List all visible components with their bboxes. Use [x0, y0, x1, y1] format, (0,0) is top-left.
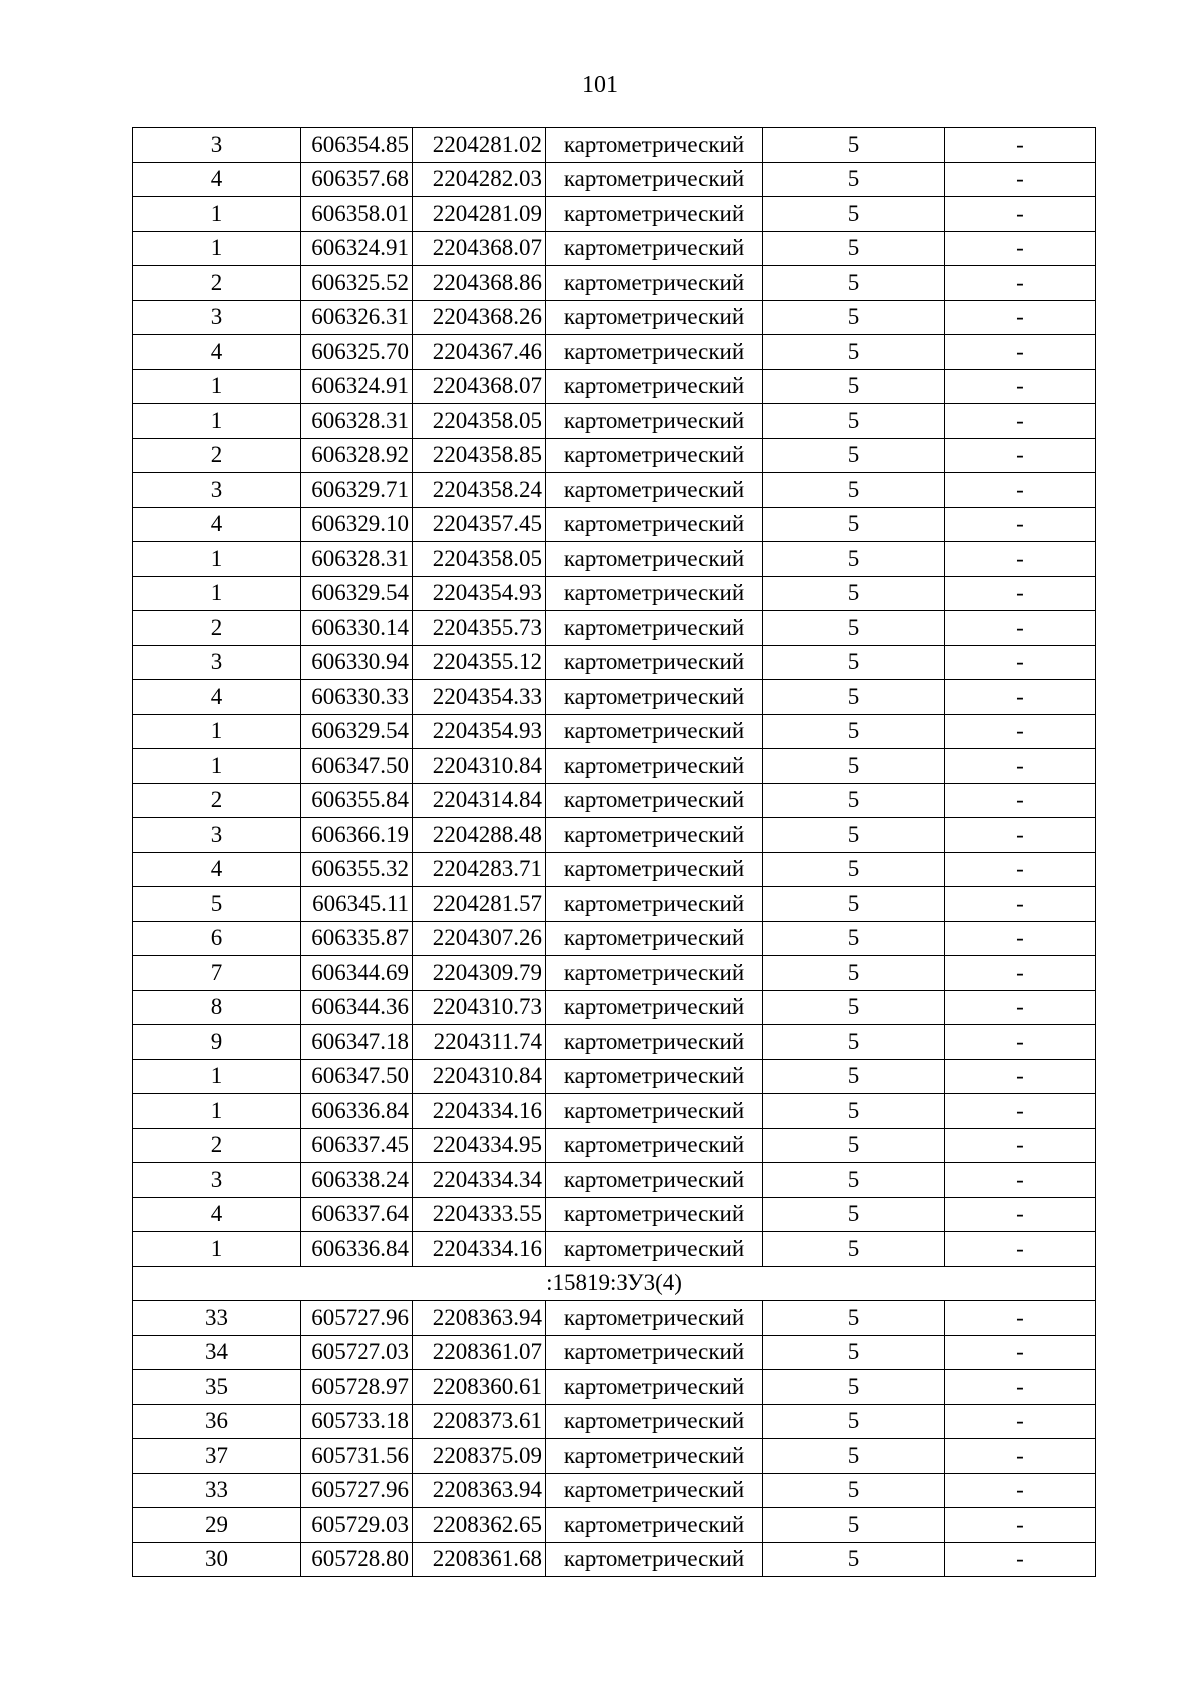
note-cell: - [945, 404, 1096, 439]
x-coordinate-cell: 606330.94 [301, 645, 413, 680]
y-coordinate-cell: 2204368.07 [413, 369, 546, 404]
x-coordinate-cell: 605728.97 [301, 1370, 413, 1405]
y-coordinate-cell: 2204354.33 [413, 680, 546, 715]
note-cell: - [945, 852, 1096, 887]
point-number-cell: 3 [133, 473, 301, 508]
x-coordinate-cell: 606329.54 [301, 714, 413, 749]
x-coordinate-cell: 606329.54 [301, 576, 413, 611]
note-cell: - [945, 1473, 1096, 1508]
note-cell: - [945, 1404, 1096, 1439]
point-number-cell: 1 [133, 197, 301, 232]
table-row [133, 507, 1096, 542]
point-number-cell: 1 [133, 714, 301, 749]
method-cell: картометрический [546, 852, 763, 887]
x-coordinate-cell: 606338.24 [301, 1163, 413, 1198]
accuracy-cell: 5 [763, 645, 945, 680]
method-cell: картометрический [546, 1059, 763, 1094]
accuracy-cell: 5 [763, 887, 945, 922]
accuracy-cell: 5 [763, 1059, 945, 1094]
x-coordinate-cell: 605727.03 [301, 1335, 413, 1370]
point-number-cell: 2 [133, 783, 301, 818]
point-number-cell: 33 [133, 1301, 301, 1336]
accuracy-cell: 5 [763, 404, 945, 439]
x-coordinate-cell: 605729.03 [301, 1508, 413, 1543]
x-coordinate-cell: 606354.85 [301, 128, 413, 163]
x-coordinate-cell: 606328.31 [301, 542, 413, 577]
note-cell: - [945, 1508, 1096, 1543]
note-cell: - [945, 1301, 1096, 1336]
accuracy-cell: 5 [763, 783, 945, 818]
x-coordinate-cell: 606325.70 [301, 335, 413, 370]
method-cell: картометрический [546, 1370, 763, 1405]
point-number-cell: 2 [133, 611, 301, 646]
y-coordinate-cell: 2204334.16 [413, 1094, 546, 1129]
method-cell: картометрический [546, 576, 763, 611]
method-cell: картометрический [546, 507, 763, 542]
method-cell: картометрический [546, 749, 763, 784]
y-coordinate-cell: 2208363.94 [413, 1301, 546, 1336]
point-number-cell: 9 [133, 1025, 301, 1060]
method-cell: картометрический [546, 1404, 763, 1439]
y-coordinate-cell: 2208361.68 [413, 1542, 546, 1577]
accuracy-cell: 5 [763, 162, 945, 197]
method-cell: картометрический [546, 1335, 763, 1370]
y-coordinate-cell: 2204355.12 [413, 645, 546, 680]
x-coordinate-cell: 605727.96 [301, 1301, 413, 1336]
y-coordinate-cell: 2204355.73 [413, 611, 546, 646]
point-number-cell: 5 [133, 887, 301, 922]
method-cell: картометрический [546, 1542, 763, 1577]
table-row [133, 1404, 1096, 1439]
point-number-cell: 33 [133, 1473, 301, 1508]
method-cell: картометрический [546, 197, 763, 232]
point-number-cell: 29 [133, 1508, 301, 1543]
x-coordinate-cell: 606345.11 [301, 887, 413, 922]
y-coordinate-cell: 2204288.48 [413, 818, 546, 853]
note-cell: - [945, 990, 1096, 1025]
method-cell: картометрический [546, 818, 763, 853]
table-row [133, 1197, 1096, 1232]
accuracy-cell: 5 [763, 680, 945, 715]
point-number-cell: 1 [133, 369, 301, 404]
x-coordinate-cell: 606357.68 [301, 162, 413, 197]
table-row [133, 576, 1096, 611]
x-coordinate-cell: 606329.10 [301, 507, 413, 542]
table-row [133, 956, 1096, 991]
table-row [133, 783, 1096, 818]
method-cell: картометрический [546, 611, 763, 646]
table-row [133, 680, 1096, 715]
table-row [133, 921, 1096, 956]
y-coordinate-cell: 2204283.71 [413, 852, 546, 887]
y-coordinate-cell: 2208361.07 [413, 1335, 546, 1370]
x-coordinate-cell: 606329.71 [301, 473, 413, 508]
y-coordinate-cell: 2204309.79 [413, 956, 546, 991]
x-coordinate-cell: 606366.19 [301, 818, 413, 853]
coordinates-table-body [133, 128, 1096, 1577]
note-cell: - [945, 1094, 1096, 1129]
table-row [133, 335, 1096, 370]
method-cell: картометрический [546, 473, 763, 508]
table-row [133, 645, 1096, 680]
accuracy-cell: 5 [763, 197, 945, 232]
point-number-cell: 1 [133, 1232, 301, 1267]
y-coordinate-cell: 2204354.93 [413, 714, 546, 749]
method-cell: картометрический [546, 335, 763, 370]
note-cell: - [945, 576, 1096, 611]
x-coordinate-cell: 606335.87 [301, 921, 413, 956]
method-cell: картометрический [546, 404, 763, 439]
note-cell: - [945, 1370, 1096, 1405]
y-coordinate-cell: 2204333.55 [413, 1197, 546, 1232]
x-coordinate-cell: 606325.52 [301, 266, 413, 301]
y-coordinate-cell: 2204310.84 [413, 1059, 546, 1094]
point-number-cell: 4 [133, 680, 301, 715]
y-coordinate-cell: 2204368.26 [413, 300, 546, 335]
table-row [133, 1473, 1096, 1508]
x-coordinate-cell: 606336.84 [301, 1094, 413, 1129]
coordinates-table [132, 127, 1096, 1577]
table-row [133, 887, 1096, 922]
y-coordinate-cell: 2204358.24 [413, 473, 546, 508]
table-row [133, 749, 1096, 784]
note-cell: - [945, 921, 1096, 956]
accuracy-cell: 5 [763, 1197, 945, 1232]
point-number-cell: 1 [133, 542, 301, 577]
x-coordinate-cell: 606337.45 [301, 1128, 413, 1163]
accuracy-cell: 5 [763, 714, 945, 749]
accuracy-cell: 5 [763, 956, 945, 991]
y-coordinate-cell: 2204307.26 [413, 921, 546, 956]
note-cell: - [945, 231, 1096, 266]
note-cell: - [945, 1335, 1096, 1370]
note-cell: - [945, 197, 1096, 232]
table-row [133, 128, 1096, 163]
method-cell: картометрический [546, 990, 763, 1025]
accuracy-cell: 5 [763, 507, 945, 542]
table-row [133, 542, 1096, 577]
table-row [133, 1163, 1096, 1198]
table-row [133, 1094, 1096, 1129]
method-cell: картометрический [546, 1301, 763, 1336]
accuracy-cell: 5 [763, 611, 945, 646]
accuracy-cell: 5 [763, 921, 945, 956]
point-number-cell: 1 [133, 1059, 301, 1094]
table-row [133, 162, 1096, 197]
x-coordinate-cell: 606337.64 [301, 1197, 413, 1232]
accuracy-cell: 5 [763, 576, 945, 611]
point-number-cell: 4 [133, 1197, 301, 1232]
method-cell: картометрический [546, 1163, 763, 1198]
x-coordinate-cell: 606336.84 [301, 1232, 413, 1267]
x-coordinate-cell: 606355.84 [301, 783, 413, 818]
method-cell: картометрический [546, 887, 763, 922]
table-row [133, 1439, 1096, 1474]
note-cell: - [945, 1163, 1096, 1198]
x-coordinate-cell: 605727.96 [301, 1473, 413, 1508]
accuracy-cell: 5 [763, 1128, 945, 1163]
x-coordinate-cell: 606355.32 [301, 852, 413, 887]
x-coordinate-cell: 605733.18 [301, 1404, 413, 1439]
point-number-cell: 1 [133, 404, 301, 439]
x-coordinate-cell: 606328.31 [301, 404, 413, 439]
point-number-cell: 36 [133, 1404, 301, 1439]
method-cell: картометрический [546, 1508, 763, 1543]
x-coordinate-cell: 606344.36 [301, 990, 413, 1025]
method-cell: картометрический [546, 1197, 763, 1232]
point-number-cell: 1 [133, 576, 301, 611]
note-cell: - [945, 438, 1096, 473]
accuracy-cell: 5 [763, 818, 945, 853]
accuracy-cell: 5 [763, 473, 945, 508]
accuracy-cell: 5 [763, 1232, 945, 1267]
point-number-cell: 4 [133, 507, 301, 542]
x-coordinate-cell: 605731.56 [301, 1439, 413, 1474]
table-row [133, 1335, 1096, 1370]
note-cell: - [945, 1232, 1096, 1267]
note-cell: - [945, 1439, 1096, 1474]
note-cell: - [945, 1197, 1096, 1232]
note-cell: - [945, 714, 1096, 749]
point-number-cell: 1 [133, 231, 301, 266]
point-number-cell: 2 [133, 438, 301, 473]
y-coordinate-cell: 2208363.94 [413, 1473, 546, 1508]
section-header-row [133, 1266, 1096, 1301]
y-coordinate-cell: 2204368.07 [413, 231, 546, 266]
y-coordinate-cell: 2204368.86 [413, 266, 546, 301]
table-row [133, 300, 1096, 335]
point-number-cell: 37 [133, 1439, 301, 1474]
method-cell: картометрический [546, 231, 763, 266]
x-coordinate-cell: 606330.33 [301, 680, 413, 715]
point-number-cell: 3 [133, 300, 301, 335]
x-coordinate-cell: 606344.69 [301, 956, 413, 991]
note-cell: - [945, 473, 1096, 508]
page-number: 101 [582, 72, 618, 98]
method-cell: картометрический [546, 300, 763, 335]
table-row [133, 1128, 1096, 1163]
y-coordinate-cell: 2204310.73 [413, 990, 546, 1025]
table-row [133, 1025, 1096, 1060]
x-coordinate-cell: 606347.18 [301, 1025, 413, 1060]
point-number-cell: 35 [133, 1370, 301, 1405]
y-coordinate-cell: 2204281.02 [413, 128, 546, 163]
accuracy-cell: 5 [763, 990, 945, 1025]
method-cell: картометрический [546, 1094, 763, 1129]
y-coordinate-cell: 2204358.05 [413, 404, 546, 439]
x-coordinate-cell: 606330.14 [301, 611, 413, 646]
note-cell: - [945, 1128, 1096, 1163]
accuracy-cell: 5 [763, 266, 945, 301]
accuracy-cell: 5 [763, 1370, 945, 1405]
y-coordinate-cell: 2204281.09 [413, 197, 546, 232]
table-row [133, 1059, 1096, 1094]
table-row [133, 473, 1096, 508]
note-cell: - [945, 300, 1096, 335]
accuracy-cell: 5 [763, 1335, 945, 1370]
note-cell: - [945, 1025, 1096, 1060]
method-cell: картометрический [546, 714, 763, 749]
note-cell: - [945, 542, 1096, 577]
table-row [133, 852, 1096, 887]
accuracy-cell: 5 [763, 1508, 945, 1543]
x-coordinate-cell: 606358.01 [301, 197, 413, 232]
y-coordinate-cell: 2204334.34 [413, 1163, 546, 1198]
method-cell: картометрический [546, 1439, 763, 1474]
y-coordinate-cell: 2204310.84 [413, 749, 546, 784]
method-cell: картометрический [546, 542, 763, 577]
note-cell: - [945, 645, 1096, 680]
point-number-cell: 4 [133, 162, 301, 197]
table-row [133, 1232, 1096, 1267]
accuracy-cell: 5 [763, 749, 945, 784]
table-row [133, 197, 1096, 232]
method-cell: картометрический [546, 783, 763, 818]
method-cell: картометрический [546, 1473, 763, 1508]
accuracy-cell: 5 [763, 438, 945, 473]
point-number-cell: 1 [133, 1094, 301, 1129]
method-cell: картометрический [546, 438, 763, 473]
table-row [133, 714, 1096, 749]
method-cell: картометрический [546, 162, 763, 197]
point-number-cell: 3 [133, 818, 301, 853]
accuracy-cell: 5 [763, 1301, 945, 1336]
table-row [133, 1301, 1096, 1336]
accuracy-cell: 5 [763, 335, 945, 370]
y-coordinate-cell: 2204314.84 [413, 783, 546, 818]
table-row [133, 611, 1096, 646]
note-cell: - [945, 369, 1096, 404]
note-cell: - [945, 266, 1096, 301]
x-coordinate-cell: 606324.91 [301, 369, 413, 404]
y-coordinate-cell: 2204367.46 [413, 335, 546, 370]
y-coordinate-cell: 2204354.93 [413, 576, 546, 611]
method-cell: картометрический [546, 1232, 763, 1267]
method-cell: картометрический [546, 645, 763, 680]
y-coordinate-cell: 2204358.05 [413, 542, 546, 577]
method-cell: картометрический [546, 680, 763, 715]
note-cell: - [945, 887, 1096, 922]
note-cell: - [945, 1059, 1096, 1094]
note-cell: - [945, 611, 1096, 646]
table-row [133, 1508, 1096, 1543]
accuracy-cell: 5 [763, 1025, 945, 1060]
section-label: :15819:ЗУ3(4) [133, 1266, 1096, 1301]
note-cell: - [945, 956, 1096, 991]
accuracy-cell: 5 [763, 128, 945, 163]
method-cell: картометрический [546, 921, 763, 956]
method-cell: картометрический [546, 128, 763, 163]
accuracy-cell: 5 [763, 300, 945, 335]
table-row [133, 818, 1096, 853]
table-row [133, 266, 1096, 301]
y-coordinate-cell: 2208362.65 [413, 1508, 546, 1543]
point-number-cell: 6 [133, 921, 301, 956]
table-row [133, 990, 1096, 1025]
x-coordinate-cell: 606324.91 [301, 231, 413, 266]
table-row [133, 404, 1096, 439]
x-coordinate-cell: 606347.50 [301, 1059, 413, 1094]
accuracy-cell: 5 [763, 231, 945, 266]
y-coordinate-cell: 2204334.16 [413, 1232, 546, 1267]
note-cell: - [945, 507, 1096, 542]
table-row [133, 231, 1096, 266]
point-number-cell: 2 [133, 266, 301, 301]
x-coordinate-cell: 606326.31 [301, 300, 413, 335]
accuracy-cell: 5 [763, 369, 945, 404]
point-number-cell: 4 [133, 852, 301, 887]
point-number-cell: 2 [133, 1128, 301, 1163]
point-number-cell: 3 [133, 1163, 301, 1198]
method-cell: картометрический [546, 266, 763, 301]
point-number-cell: 30 [133, 1542, 301, 1577]
y-coordinate-cell: 2204281.57 [413, 887, 546, 922]
note-cell: - [945, 749, 1096, 784]
note-cell: - [945, 818, 1096, 853]
point-number-cell: 7 [133, 956, 301, 991]
accuracy-cell: 5 [763, 852, 945, 887]
x-coordinate-cell: 605728.80 [301, 1542, 413, 1577]
point-number-cell: 34 [133, 1335, 301, 1370]
table-row [133, 369, 1096, 404]
note-cell: - [945, 128, 1096, 163]
accuracy-cell: 5 [763, 1473, 945, 1508]
y-coordinate-cell: 2204311.74 [413, 1025, 546, 1060]
note-cell: - [945, 335, 1096, 370]
method-cell: картометрический [546, 956, 763, 991]
note-cell: - [945, 1542, 1096, 1577]
x-coordinate-cell: 606347.50 [301, 749, 413, 784]
y-coordinate-cell: 2208375.09 [413, 1439, 546, 1474]
y-coordinate-cell: 2208373.61 [413, 1404, 546, 1439]
point-number-cell: 3 [133, 128, 301, 163]
y-coordinate-cell: 2208360.61 [413, 1370, 546, 1405]
table-row [133, 438, 1096, 473]
accuracy-cell: 5 [763, 1439, 945, 1474]
accuracy-cell: 5 [763, 1542, 945, 1577]
accuracy-cell: 5 [763, 1163, 945, 1198]
point-number-cell: 4 [133, 335, 301, 370]
table-row [133, 1542, 1096, 1577]
accuracy-cell: 5 [763, 1404, 945, 1439]
point-number-cell: 1 [133, 749, 301, 784]
note-cell: - [945, 680, 1096, 715]
note-cell: - [945, 162, 1096, 197]
y-coordinate-cell: 2204358.85 [413, 438, 546, 473]
method-cell: картометрический [546, 1128, 763, 1163]
x-coordinate-cell: 606328.92 [301, 438, 413, 473]
accuracy-cell: 5 [763, 1094, 945, 1129]
method-cell: картометрический [546, 369, 763, 404]
point-number-cell: 3 [133, 645, 301, 680]
accuracy-cell: 5 [763, 542, 945, 577]
table-row [133, 1370, 1096, 1405]
point-number-cell: 8 [133, 990, 301, 1025]
y-coordinate-cell: 2204334.95 [413, 1128, 546, 1163]
y-coordinate-cell: 2204282.03 [413, 162, 546, 197]
note-cell: - [945, 783, 1096, 818]
y-coordinate-cell: 2204357.45 [413, 507, 546, 542]
method-cell: картометрический [546, 1025, 763, 1060]
